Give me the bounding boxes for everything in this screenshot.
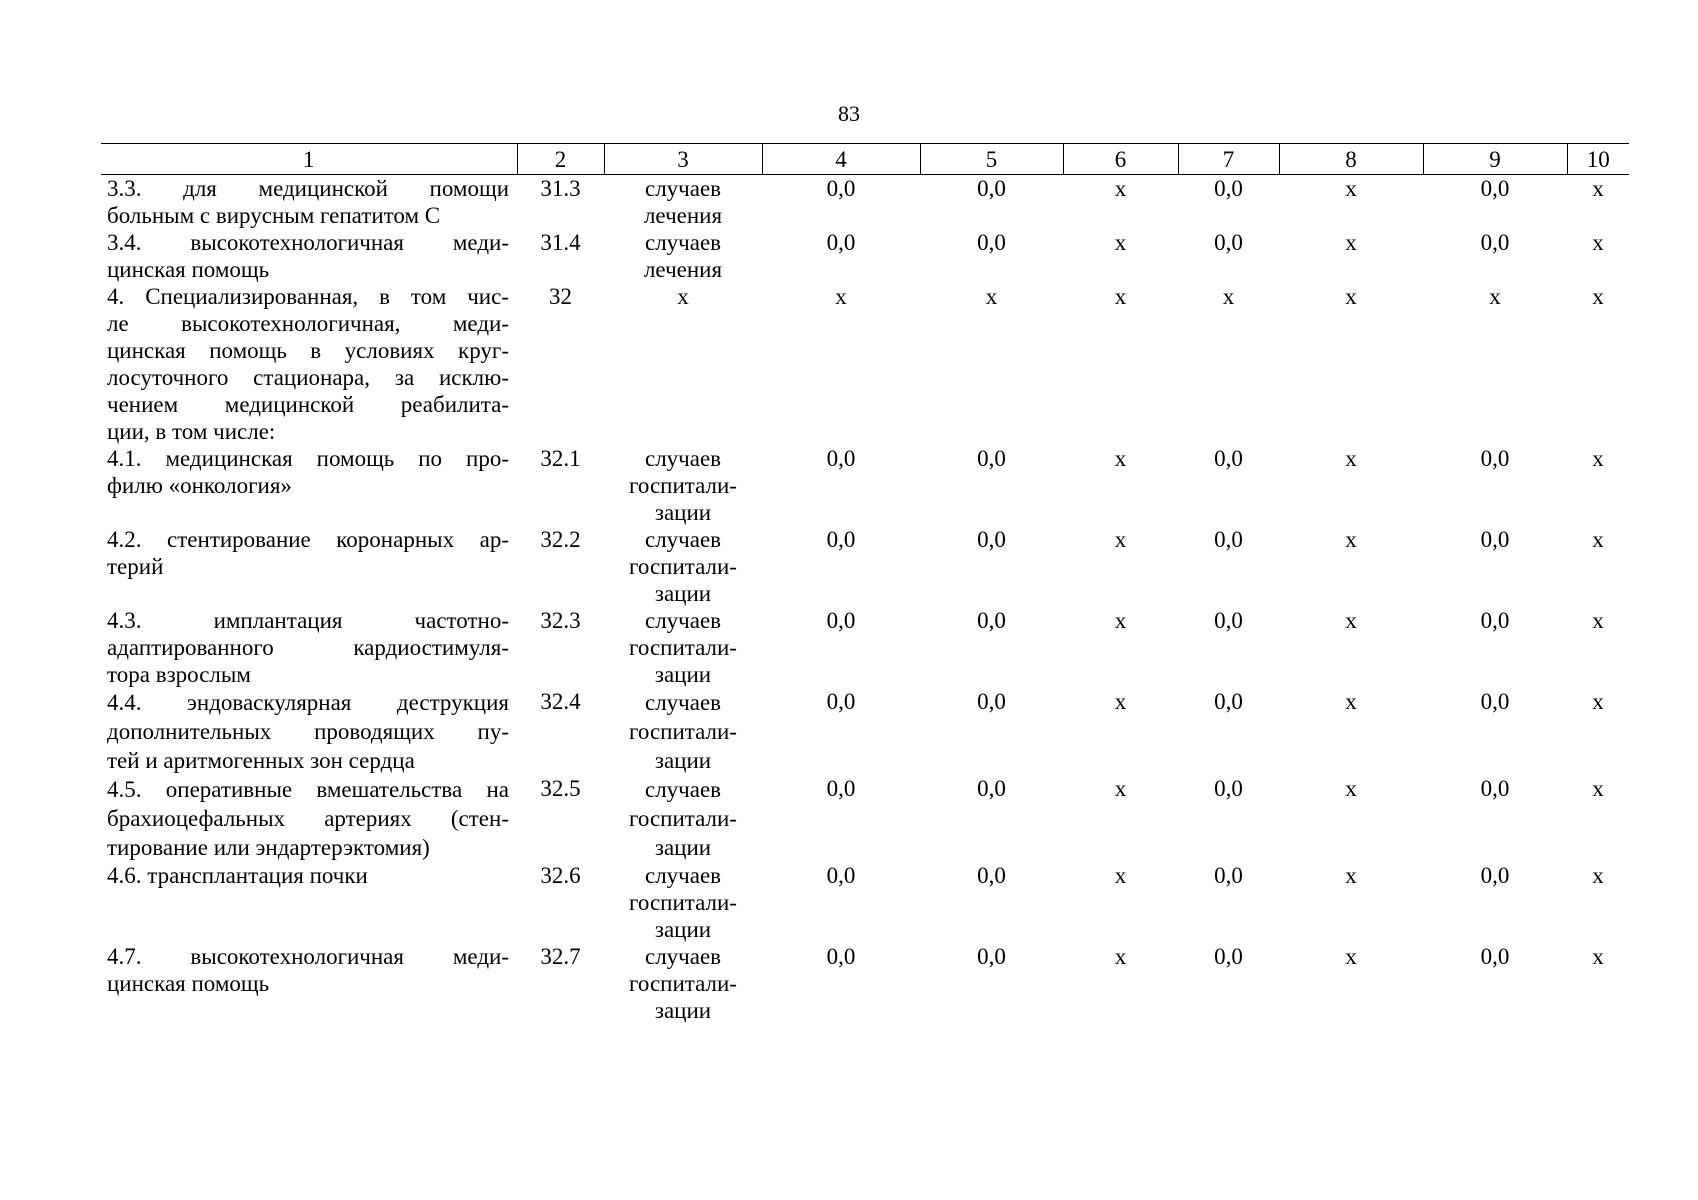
row-unit-line: госпитали-: [629, 806, 737, 831]
row-name-line: цинская помощь в условиях круг-: [107, 338, 509, 363]
row-value-5: 0,0: [977, 776, 1006, 801]
row-code: 32.6: [540, 863, 581, 888]
row-value-8: х: [1345, 689, 1357, 714]
row-name-line: цинская помощь: [107, 971, 270, 996]
row-value-8: х: [1345, 608, 1357, 633]
row-value-7: 0,0: [1214, 230, 1243, 255]
row-value-9: 0,0: [1480, 608, 1510, 633]
row-value-4: 0,0: [826, 689, 856, 714]
row-value-6: х: [1114, 284, 1127, 309]
table-row: [101, 688, 1629, 775]
row-value-6: х: [1114, 689, 1127, 714]
row-code: 32.5: [540, 776, 581, 801]
row-unit: [604, 862, 762, 943]
row-value-4: 0,0: [826, 176, 856, 201]
row-name-line: ции, в том числе:: [107, 419, 276, 444]
row-value-8: х: [1345, 176, 1357, 201]
row-value-9: 0,0: [1480, 176, 1510, 201]
row-name-line: тей и аритмогенных зон сердца: [107, 748, 415, 773]
row-name-line: 4.7. высокотехнологичная меди-: [107, 944, 509, 969]
table-header-row: [101, 144, 1629, 175]
row-name-line: 4. Специализированная, в том чис-: [107, 284, 509, 309]
row-value-9: 0,0: [1480, 944, 1510, 969]
row-value-10: х: [1592, 176, 1604, 201]
row-unit: [604, 229, 762, 283]
row-value-4: 0,0: [826, 230, 856, 255]
row-value-8: х: [1345, 776, 1357, 801]
row-code: 32.1: [540, 446, 581, 471]
row-name-line: терий: [107, 554, 164, 579]
row-unit-line: лечения: [643, 203, 723, 228]
row-value-7: 0,0: [1214, 776, 1243, 801]
row-value-10: х: [1592, 230, 1604, 255]
row-name-line: адаптированного кардиостимуля-: [107, 635, 509, 660]
table-row: [101, 526, 1629, 607]
row-unit: [604, 526, 762, 607]
row-value-7: 0,0: [1214, 527, 1243, 552]
row-code: 32.3: [540, 608, 581, 633]
row-value-9: 0,0: [1480, 446, 1510, 471]
table-row: [101, 445, 1629, 526]
row-name-line: тирование или эндартерэктомия): [107, 835, 430, 860]
row-value-7: х: [1222, 284, 1235, 309]
row-value-6: х: [1114, 176, 1127, 201]
row-unit-line: зации: [654, 581, 712, 606]
row-unit-line: зации: [654, 748, 712, 773]
table-body: [101, 175, 1629, 1034]
column-header: 2: [517, 144, 604, 175]
row-name-line: чением медицинской реабилита-: [107, 392, 509, 417]
column-header: 4: [762, 144, 920, 175]
row-value-8: х: [1345, 284, 1357, 309]
row-value-8: х: [1345, 944, 1357, 969]
row-value-4: х: [835, 284, 847, 309]
row-unit: [604, 775, 762, 862]
row-value-5: 0,0: [977, 230, 1006, 255]
row-value-6: х: [1114, 776, 1127, 801]
column-header: 1: [101, 144, 517, 175]
row-unit-line: случаев: [644, 176, 722, 201]
row-unit-line: госпитали-: [629, 473, 737, 498]
row-value-8: х: [1345, 863, 1357, 888]
row-name: [101, 862, 517, 943]
row-name-line: тора взрослым: [107, 662, 251, 687]
column-header: 6: [1063, 144, 1178, 175]
row-value-5: 0,0: [977, 446, 1006, 471]
row-unit-line: зации: [654, 500, 712, 525]
row-value-5: 0,0: [977, 689, 1006, 714]
row-value-8: х: [1345, 446, 1357, 471]
row-unit-line: случаев: [644, 944, 722, 969]
column-header: 3: [604, 144, 762, 175]
row-unit-line: зации: [654, 998, 712, 1023]
row-value-5: 0,0: [977, 176, 1006, 201]
row-unit-line: случаев: [644, 690, 722, 715]
row-value-5: х: [985, 284, 998, 309]
row-name-line: цинская помощь: [107, 257, 270, 282]
row-unit: [604, 283, 762, 445]
row-value-6: х: [1114, 944, 1127, 969]
row-value-9: х: [1489, 284, 1501, 309]
row-value-10: х: [1592, 527, 1604, 552]
row-value-5: 0,0: [977, 863, 1006, 888]
row-value-6: х: [1114, 230, 1127, 255]
row-unit: [604, 607, 762, 688]
row-unit: [604, 688, 762, 775]
row-name: [101, 283, 517, 445]
row-value-10: х: [1592, 284, 1604, 309]
row-value-8: х: [1345, 527, 1357, 552]
row-value-9: 0,0: [1480, 863, 1510, 888]
row-value-10: х: [1592, 689, 1604, 714]
column-header: 10: [1567, 144, 1629, 175]
table-row: [101, 862, 1629, 943]
row-unit-line: случаев: [644, 863, 722, 888]
row-name-line: 4.1. медицинская помощь по про-: [107, 446, 509, 471]
row-value-7: 0,0: [1214, 608, 1243, 633]
row-unit-line: госпитали-: [629, 890, 737, 915]
row-name-line: ле высокотехнологичная, меди-: [107, 311, 509, 336]
row-value-10: х: [1592, 944, 1604, 969]
row-code: 31.4: [540, 230, 581, 255]
row-unit-line: госпитали-: [629, 554, 737, 579]
row-unit-line: х: [677, 284, 689, 309]
row-unit-line: зации: [654, 917, 712, 942]
row-unit-line: госпитали-: [629, 971, 737, 996]
page-number: 83: [838, 101, 860, 126]
table-row: [101, 607, 1629, 688]
row-value-10: х: [1592, 446, 1604, 471]
row-value-4: 0,0: [826, 776, 856, 801]
row-unit-line: зации: [654, 662, 712, 687]
row-value-9: 0,0: [1480, 230, 1510, 255]
column-header: 7: [1178, 144, 1279, 175]
row-value-9: 0,0: [1480, 776, 1510, 801]
row-value-10: х: [1592, 608, 1604, 633]
row-name-line: 4.3. имплантация частотно-: [107, 608, 509, 633]
row-value-7: 0,0: [1214, 446, 1243, 471]
row-name: [101, 688, 517, 775]
row-value-7: 0,0: [1214, 689, 1243, 714]
row-value-4: 0,0: [826, 863, 856, 888]
row-unit-line: зации: [654, 835, 712, 860]
row-value-4: 0,0: [826, 527, 856, 552]
row-name-line: брахиоцефальных артериях (стен-: [107, 806, 509, 831]
row-name-line: больным с вирусным гепатитом С: [107, 203, 441, 228]
row-code: 32.4: [540, 689, 581, 714]
row-name: [101, 175, 517, 230]
table-row: [101, 943, 1629, 1033]
row-unit-line: случаев: [644, 527, 722, 552]
row-unit: [604, 445, 762, 526]
row-name: [101, 229, 517, 283]
row-value-7: 0,0: [1214, 944, 1243, 969]
row-name-line: лосуточного стационара, за исклю-: [107, 365, 509, 390]
row-value-5: 0,0: [977, 944, 1006, 969]
row-value-4: 0,0: [826, 608, 856, 633]
row-name-line: 3.3. для медицинской помощи: [107, 176, 509, 201]
row-value-4: 0,0: [826, 944, 856, 969]
row-name: [101, 607, 517, 688]
table-row: [101, 175, 1629, 230]
row-unit: [604, 175, 762, 230]
row-unit-line: случаев: [644, 608, 722, 633]
column-header: 8: [1279, 144, 1423, 175]
row-value-5: 0,0: [977, 527, 1006, 552]
row-value-10: х: [1592, 863, 1604, 888]
table-row: [101, 283, 1629, 445]
row-name-line: филю «онкология»: [107, 473, 292, 498]
row-code: 32.7: [540, 944, 581, 969]
row-value-9: 0,0: [1480, 689, 1510, 714]
row-value-7: 0,0: [1214, 863, 1243, 888]
row-unit-line: лечения: [643, 257, 723, 282]
row-value-5: 0,0: [977, 608, 1006, 633]
row-name-line: дополнительных проводящих пу-: [107, 719, 509, 744]
row-name: [101, 445, 517, 526]
row-name-line: 4.6. трансплантация почки: [107, 863, 368, 888]
row-value-6: х: [1114, 527, 1127, 552]
row-code: 32.2: [540, 527, 581, 552]
row-unit-line: случаев: [644, 446, 722, 471]
row-unit-line: случаев: [644, 777, 722, 802]
row-value-10: х: [1592, 776, 1604, 801]
row-value-6: х: [1114, 863, 1127, 888]
row-value-7: 0,0: [1214, 176, 1243, 201]
row-value-6: х: [1114, 446, 1127, 471]
column-header: 5: [920, 144, 1063, 175]
row-unit-line: госпитали-: [629, 719, 737, 744]
row-value-9: 0,0: [1480, 527, 1510, 552]
row-value-4: 0,0: [826, 446, 856, 471]
row-name: [101, 526, 517, 607]
row-name-line: 3.4. высокотехнологичная меди-: [107, 230, 509, 255]
row-name: [101, 943, 517, 1033]
data-table: [101, 143, 1629, 1033]
row-value-6: х: [1114, 608, 1127, 633]
row-code: 31.3: [540, 176, 581, 201]
row-name: [101, 775, 517, 862]
row-unit-line: случаев: [644, 230, 722, 255]
row-unit: [604, 943, 762, 1033]
row-code: 32: [549, 284, 572, 309]
row-unit-line: госпитали-: [629, 635, 737, 660]
row-value-8: х: [1345, 230, 1357, 255]
table-row: [101, 229, 1629, 283]
row-name-line: 4.5. оперативные вмешательства на: [107, 777, 509, 802]
table-row: [101, 775, 1629, 862]
row-name-line: 4.4. эндоваскулярная деструкция: [107, 690, 509, 715]
column-header: 9: [1423, 144, 1567, 175]
row-name-line: 4.2. стентирование коронарных ар-: [107, 527, 509, 552]
